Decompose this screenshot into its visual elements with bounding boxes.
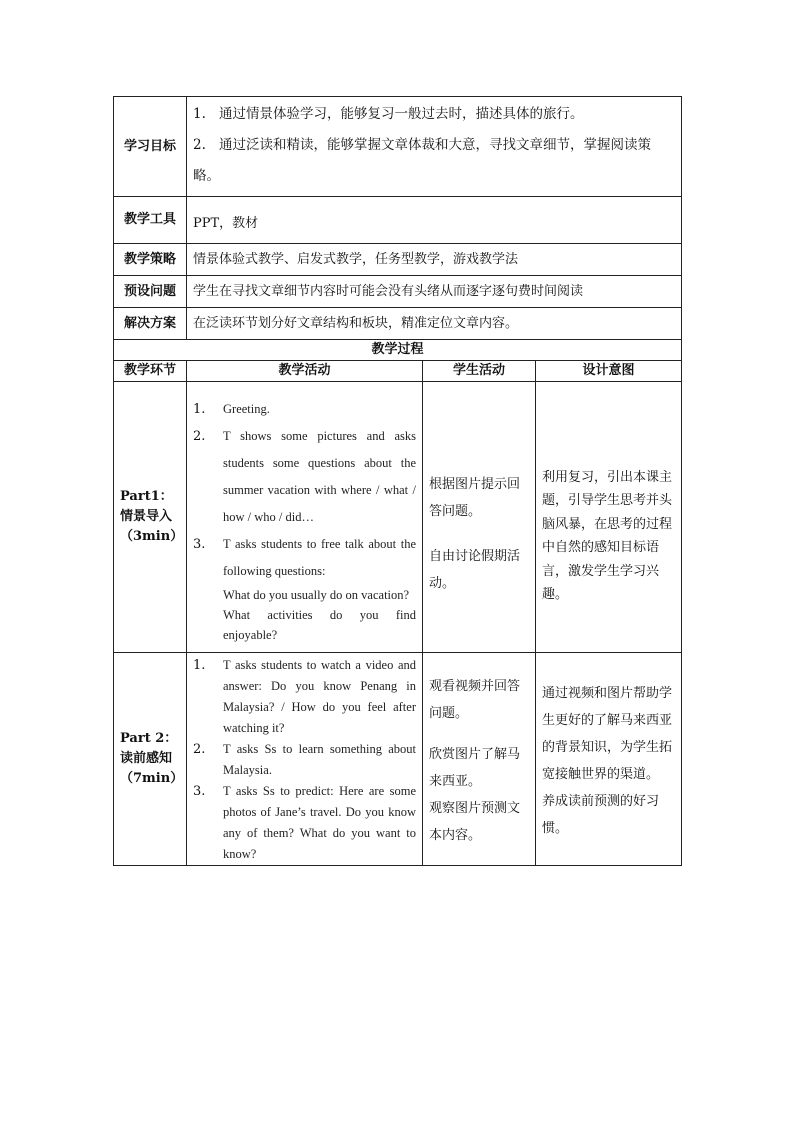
question-text: What activities do you find enjoyable?	[223, 607, 416, 642]
activity-question	[193, 585, 416, 605]
stage-time: （7min）	[120, 771, 184, 786]
process-row-part2	[114, 653, 682, 866]
activity-num: 3.	[193, 784, 206, 799]
stage-cell	[114, 382, 187, 653]
intent-cell	[536, 382, 682, 653]
design-intent: 养成读前预测的好习惯。	[542, 794, 660, 836]
solution-value: 在泛读环节划分好文章结构和板块，精准定位文章内容。	[187, 308, 682, 340]
solution-label: 解决方案	[114, 308, 187, 340]
process-title: 教学过程	[114, 340, 682, 361]
stage-title: 读前感知	[120, 751, 173, 766]
tools-value: PPT，教材	[187, 197, 682, 244]
activity-item	[193, 423, 416, 531]
student-activity: 观看视频并回答问题。	[429, 679, 521, 721]
activity-text: Greeting.	[223, 401, 270, 416]
objectives-label: 学习目标	[114, 97, 187, 197]
question-text: What do you usually do on vacation?	[223, 587, 410, 602]
objective-text: 通过情景体验学习，能够复习一般过去时，描述具体的旅行。	[219, 106, 584, 122]
activity-item	[193, 781, 416, 865]
activity-text: T asks Ss to predict: Here are some photos of Jane’s travel. Do you know any of them? What do you want to know?	[223, 784, 416, 861]
stage-cell	[114, 653, 187, 866]
design-intent: 利用复习，引出本课主题，引导学生思考并头脑风暴，在思考的过程中自然的感知目标语言，激发学生学习兴趣。	[542, 469, 673, 602]
activity-text: T asks students to watch a video and answer: Do you know Penang in Malaysia? / How do you feel after watching it?	[223, 658, 416, 735]
tools-row	[114, 197, 682, 244]
student-activity: 自由讨论假期活动。	[429, 549, 521, 591]
stage-title: 情景导入	[120, 509, 173, 524]
activity-num: 3.	[193, 536, 206, 552]
activity-question	[193, 605, 416, 645]
activity-list	[193, 655, 416, 865]
process-header-row	[114, 361, 682, 382]
process-title-row	[114, 340, 682, 361]
student-activity: 欣赏图片了解马来西亚。	[429, 747, 521, 789]
intent-cell	[536, 653, 682, 866]
objective-num: 2.	[193, 137, 206, 153]
activity-cell	[187, 653, 423, 866]
activity-num: 1.	[193, 401, 206, 417]
student-cell	[423, 382, 536, 653]
student-cell	[423, 653, 536, 866]
activity-text: T asks Ss to learn something about Malaysia.	[223, 742, 416, 777]
strategy-row	[114, 244, 682, 276]
student-activity: 观察图片预测文本内容。	[429, 801, 521, 843]
objectives-row	[114, 97, 682, 197]
solution-row	[114, 308, 682, 340]
activity-num: 2.	[193, 428, 206, 444]
problem-value: 学生在寻找文章细节内容时可能会没有头绪从而逐字逐句费时间阅读	[187, 276, 682, 308]
stage-name: Part1：	[120, 489, 173, 504]
problem-label: 预设问题	[114, 276, 187, 308]
objectives-content	[187, 97, 682, 197]
activity-item	[193, 655, 416, 739]
activity-item	[193, 739, 416, 781]
lesson-plan-table	[113, 96, 682, 866]
header-stage: 教学环节	[114, 361, 187, 382]
strategy-label: 教学策略	[114, 244, 187, 276]
activity-item	[193, 531, 416, 585]
activity-item	[193, 396, 416, 423]
objective-text: 通过泛读和精读，能够掌握文章体裁和大意，寻找文章细节，掌握阅读策略。	[193, 137, 651, 184]
activity-cell	[187, 382, 423, 653]
stage-time: （3min）	[120, 529, 184, 544]
header-student: 学生活动	[423, 361, 536, 382]
design-intent: 通过视频和图片帮助学生更好的了解马来西亚的背景知识，为学生拓宽接触世界的渠道。	[542, 686, 673, 782]
objective-item	[193, 99, 675, 130]
activity-text: T shows some pictures and asks students some questions about the summer vacation with where / what / how / who / did…	[223, 428, 416, 524]
activity-text: T asks students to free talk about the following questions:	[223, 536, 416, 578]
stage-name: Part 2：	[120, 731, 178, 746]
activity-num: 1.	[193, 658, 206, 673]
header-activity: 教学活动	[187, 361, 423, 382]
student-activity: 根据图片提示回答问题。	[429, 477, 521, 519]
objective-item	[193, 130, 675, 192]
strategy-value: 情景体验式教学、启发式教学，任务型教学，游戏教学法	[187, 244, 682, 276]
header-intent: 设计意图	[536, 361, 682, 382]
activity-list	[193, 396, 416, 645]
problem-row	[114, 276, 682, 308]
tools-label: 教学工具	[114, 197, 187, 244]
process-row-part1	[114, 382, 682, 653]
activity-num: 2.	[193, 742, 206, 757]
objective-num: 1.	[193, 106, 206, 122]
